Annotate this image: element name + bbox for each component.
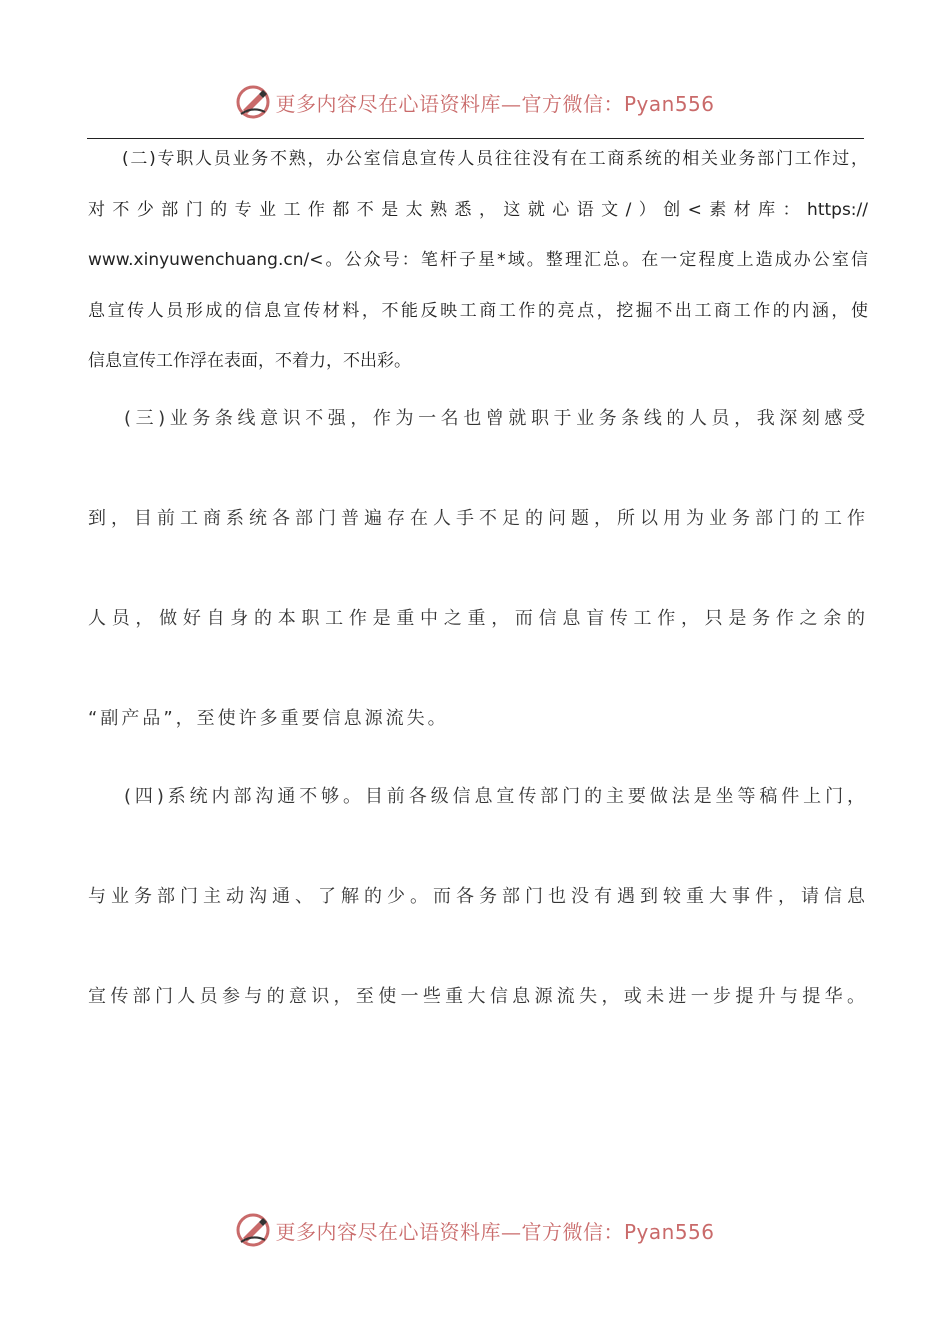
paragraph-line: www.xinyuwenchuang.cn/<。公众号：笔杆子星*域。整理汇总。在一定程度上造成办公室信 (88, 250, 868, 270)
paragraph-business-awareness (88, 369, 868, 769)
paragraph-line: 对不少部门的专业工作都不是太熟悉，这就心语文/）创<素材库：https:// (88, 199, 868, 220)
paragraph-internal-communication (88, 747, 868, 1047)
pen-logo-icon (235, 1212, 271, 1248)
paragraph-line: 与业务部门主动沟通、了解的少。而各务部门也没有遇到较重大事件，请信息 (88, 886, 868, 907)
banner-text (275, 1216, 714, 1245)
paragraph-line: “副产品”，至使许多重要信息源流失。 (88, 708, 449, 729)
paragraph-line: 宣传部门人员参与的意识，至使一些重大信息源流失，或未进一步提升与提华。 (88, 986, 868, 1007)
paragraph-line: (三)业务条线意识不强，作为一名也曾就职于业务条线的人员，我深刻感受 (124, 408, 868, 429)
banner-label: 更多内容尽在心语资料库—官方微信： (275, 1219, 624, 1244)
paragraph-line: (二)专职人员业务不熟，办公室信息宣传人员往往没有在工商系统的相关业务部门工作过， (122, 149, 868, 169)
header-banner (0, 82, 950, 122)
paragraph-line: (四)系统内部沟通不够。目前各级信息宣传部门的主要做法是坐等稿件上门， (124, 786, 868, 807)
paragraph-line: 人员，做好自身的本职工作是重中之重，而信息盲传工作，只是务作之余的 (88, 608, 868, 629)
banner-text (275, 88, 714, 117)
wechat-id: Pyan556 (623, 1219, 715, 1244)
banner-label: 更多内容尽在心语资料库—官方微信： (275, 91, 624, 116)
footer-banner (0, 1210, 950, 1250)
paragraph-line: 到，目前工商系统各部门普遍存在人手不足的问题，所以用为业务部门的工作 (88, 508, 868, 529)
paragraph-staff-unfamiliar (88, 134, 868, 387)
paragraph-line: 信息宣传工作浮在表面，不着力，不出彩。 (88, 351, 411, 371)
paragraph-line: 息宣传人员形成的信息宣传材料，不能反映工商工作的亮点，挖掘不出工商工作的内涵，使 (88, 300, 868, 321)
pen-logo-icon (235, 84, 271, 120)
wechat-id: Pyan556 (623, 91, 715, 116)
